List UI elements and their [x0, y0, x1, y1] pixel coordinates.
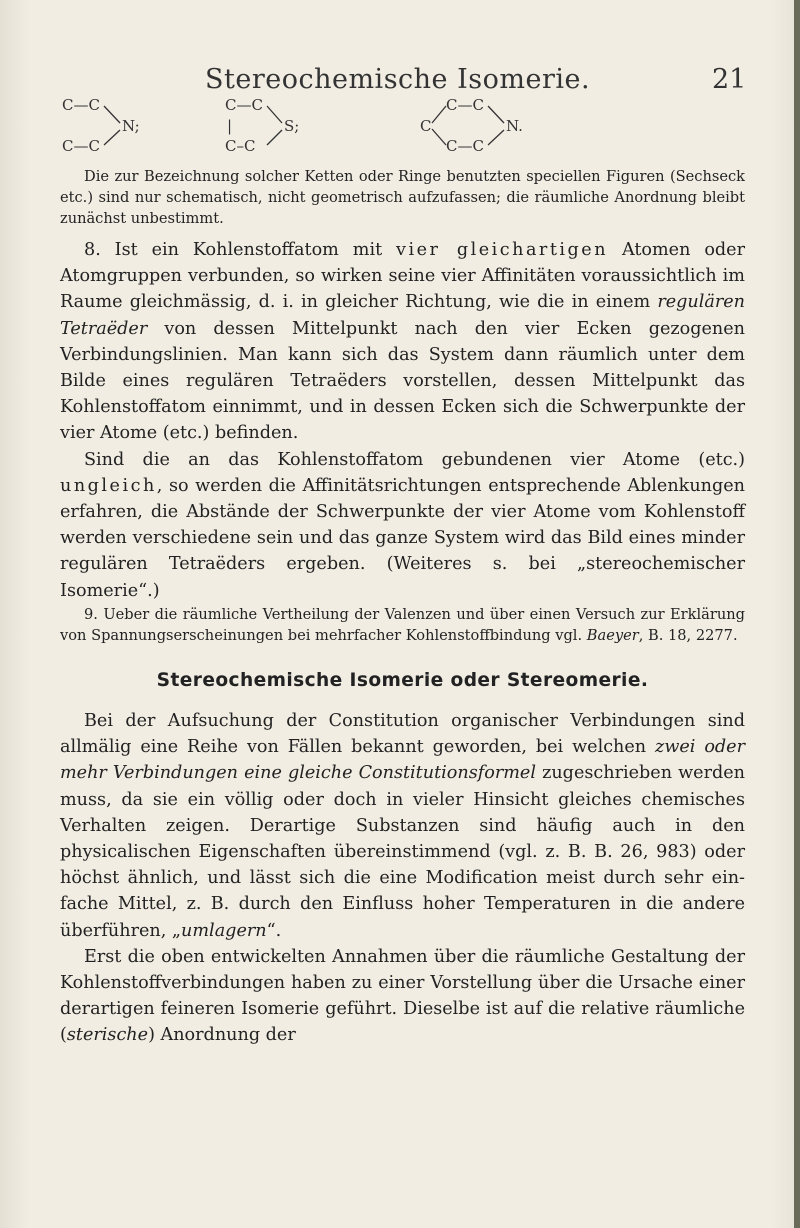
paragraph-9: 9. Ueber die räumliche Vertheilung der Valenzen und über einen Versuch zur Erklärung von Spannungserscheinungen bei mehrfacher Kohlenstoffbindung vgl. Baeyer, B. 18, 2277.	[60, 605, 745, 644]
paragraph-8: 8. Ist ein Kohlenstoffatom mit vier gleichartigen Atomen oder Atomgruppen verbunden, so wirken seine vier Affinitäten voraussichtlich im Raume gleichmässig, d. i. in gleicher Richtung, wie die in einem regulären Tetraëder von dessen Mittelpunkt nach den vier Ecken gezogenen Verbindungslinien. Man kann sich das System dann räumlich unter dem Bilde eines regulären Tetraëders vorstellen, dessen Mittelpunkt das Kohlenstoffatom einnimmt, und in dessen Ecken sich die Schwerpunkte der vier Atome (etc.) befinden.	[60, 240, 745, 444]
formula2-hetero: S;	[284, 117, 300, 135]
page-number: 21	[712, 64, 747, 95]
formula2-bottom: C–C	[225, 137, 256, 155]
formula-pyrrole-like	[62, 96, 140, 155]
paragraph-constitution: Bei der Aufsuchung der Constitution organischer Verbindungen sind allmälig eine Reihe von Fällen bekannt geworden, bei welchen zwei oder mehr Verbindungen eine gleiche Constitutionsformel zugeschrieben werden muss, da sie ein völlig oder doch in vieler Hinsicht gleiches chemisches Verhalten zeigen. Derartige Substanzen sind häufig auch in den physicalischen Eigenschaften übereinstimmend (vgl. z. B. B. 26, 983) oder höchst ähnlich, und lässt sich die eine Modification meist durch sehr einfache Mittel, z. B. durch den Einfluss hoher Temperaturen in die andere überführen, „umlagern“.	[60, 711, 746, 941]
running-title: Stereochemische Isomerie.	[205, 64, 591, 95]
structural-formulas	[60, 96, 760, 162]
formula-pyridine-like	[420, 96, 523, 155]
paragraph-erst: Erst die oben entwickelten Annahmen über die räumliche Gestaltung der Kohlenstoffverbindungen haben zu einer Vorstellung über die Ursache einer derartigen feineren Isomerie geführt. Dieselbe ist auf die relative räumliche (sterische) Anordnung der	[60, 946, 745, 1046]
formula3-top: C—C	[446, 96, 484, 114]
formula1-bottom: C—C	[62, 137, 100, 155]
formula2-top: C—C	[225, 96, 263, 114]
formula1-top: C—C	[62, 96, 100, 114]
paragraph-ungleich: Sind die an das Kohlenstoffatom gebundenen vier Atome (etc.) ungleich, so werden die Affinitätsrichtungen entsprechende Ablenkungen erfahren, die Abstände der Schwerpunkte der vier Atome vom Kohlenstoff werden verschiedene sein und das ganze System wird das Bild eines minder regulären Tetraëders ergeben. (Weiteres s. bei „stereochemischer Isomerie“.)	[60, 449, 745, 601]
formula2-mid: |	[227, 117, 233, 135]
section-heading: Stereochemische Isomerie oder Stereomerie.	[156, 669, 649, 691]
formula3-bottom: C—C	[446, 137, 484, 155]
page-edge	[794, 0, 800, 1228]
page-header	[0, 64, 800, 98]
formula-thiophene-like	[225, 96, 299, 155]
body-text	[60, 166, 745, 1049]
formula1-hetero: N;	[122, 117, 140, 135]
formula3-left: C	[420, 117, 432, 135]
formula-diagram	[60, 96, 760, 162]
note-paragraph: Die zur Bezeichnung solcher Ketten oder Ringe benutzten speciellen Figuren (Sechseck etc.) sind nur schematisch, nicht geometrisch aufzufassen; die räumliche Anordnung bleibt zunächst unbestimmt.	[60, 168, 745, 227]
formula3-hetero: N.	[506, 117, 523, 135]
